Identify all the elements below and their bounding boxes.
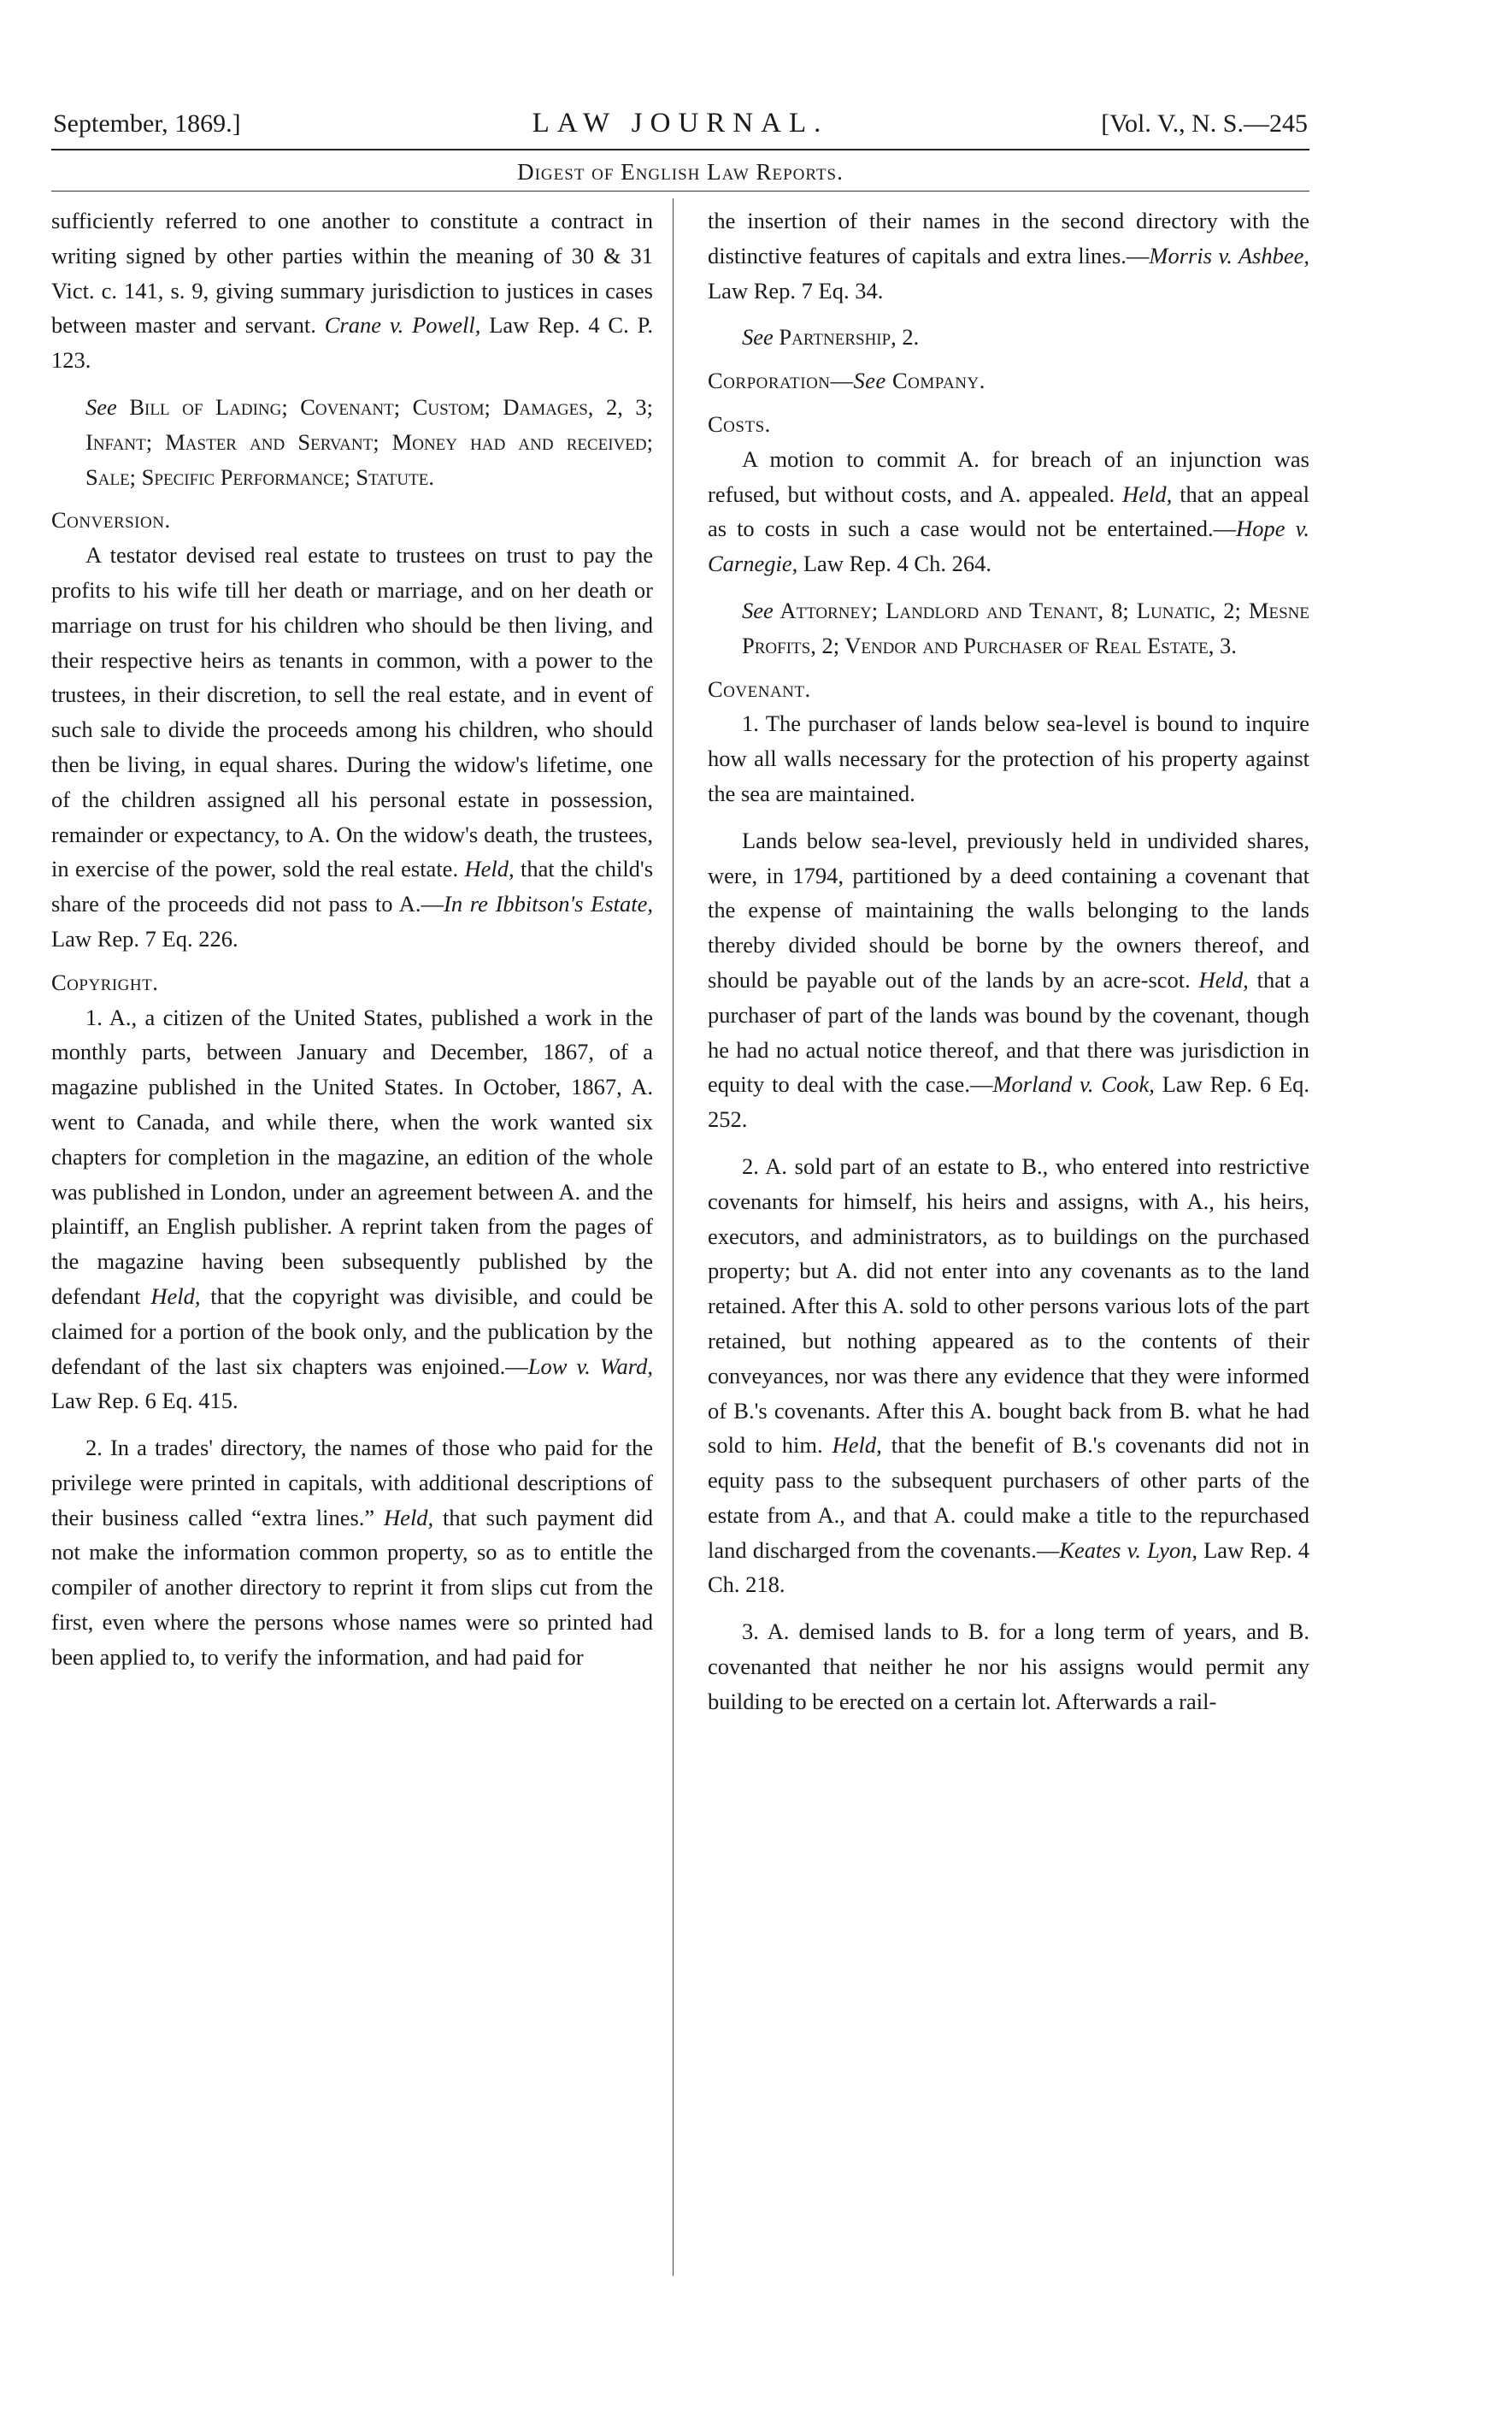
entry-covenant-1-detail: Lands below sea-level, previously held in undivided shares, were, in 1794, partitioned by a deed containing a covenant that the expense of maintaining the walls belonging to the lands thereby divided should be borne by the owners thereof, and should be payable out of the lands by an acre-scot. Held, that a purchaser of part of the lands was bound by the covenant, though he had no actual notice thereof, and that there was jurisdiction in equity to deal with the case.—Morland v. Cook, Law Rep. 6 Eq. 252. [708,827,1310,1133]
journal-page [51,106,1309,1719]
section-title: Digest of English Law Reports. [51,159,1309,192]
cross-reference: See Bill of Lading; Covenant; Custom; Damages, 2, 3; Infant; Master and Servant; Money had and received; Sale; Specific Performance; Statute. [85,393,654,490]
entry-covenant-1: 1. The purchaser of lands below sea-level is bound to inquire how all walls necessary for the protection of his property against the sea are maintained. [708,710,1309,806]
heading-copyright: Copyright. [51,969,159,995]
journal-title: LAW JOURNAL. [532,108,829,139]
entry-conversion: A testator devised real estate to trustees on trust to pay the profits to his wife till her death or marriage, and on her death or marriage on trust for his children who should be then living, and their respective heirs as tenants in common, with a power to the trustees, in their discretion, to sell the real estate, and in event of such sale to divide the proceeds among his children, who should then be living, in equal shares. During the widow's lifetime, one of the children assigned all his personal estate in possession, remainder or expectancy, to A. On the widow's death, the trustees, in exercise of the power, sold the real estate. Held, that the child's share of the proceeds did not pass to A.—In re Ibbitson's Estate, Law Rep. 7 Eq. 226. [51,542,654,952]
cross-reference-costs: See Attorney; Landlord and Tenant, 8; Lunatic, 2; Mesne Profits, 2; Vendor and Purchaser of Real Estate, 3. [742,597,1309,658]
heading-covenant: Covenant. [708,675,811,702]
entry-covenant-3: 3. A. demised lands to B. for a long term of years, and B. covenanted that neither he nor his assigns would permit any building to be erected on a certain lot. Afterwards a rail- [708,1618,1309,1714]
cross-reference-partnership: See Partnership, 2. [742,324,920,351]
running-head [51,106,1309,150]
entry-covenant-2: 2. A. sold part of an estate to B., who entered into restrictive covenants for himself, his heirs and assigns, with A., his heirs, executors, and administrators, as to buildings on the purchased property; but A. did not enter into any covenants as to the land retained. After this A. sold to other persons various lots of the part retained, but nothing appeared as to the contents of their conveyances, nor was there any evidence that they were informed of B.'s covenants. After this A. bought back from B. what he had sold to him. Held, that the benefit of B.'s covenants did not in equity pass to the subsequent purchasers of other parts of the estate from A., and that A. could make a title to the repurchased land discharged from the covenants.—Keates v. Lyon, Law Rep. 4 Ch. 218. [708,1153,1310,1598]
heading-conversion: Conversion. [51,507,171,534]
heading-corporation: Corporation—See Company. [708,368,985,394]
entry-copyright-1: 1. A., a citizen of the United States, published a work in the monthly parts, between January and December, 1867, of a magazine published in the United States. In October, 1867, A. went to Canada, and while there, when the work wanted six chapters for completion in the magazine, an edition of the whole was published in London, under an agreement between A. and the plaintiff, an English publisher. A reprint taken from the pages of the magazine having been subsequently published by the defendant Held, that the copyright was divisible, and could be claimed for a portion of the book only, and the publication by the defendant of the last six chapters was enjoined.—Low v. Ward, Law Rep. 6 Eq. 415. [51,1004,653,1414]
entry-continuation-right: the insertion of their names in the second directory with the distinctive features of capitals and extra lines.—Morris v. Ashbee, Law Rep. 7 Eq. 34. [708,208,1310,304]
two-column-body [51,203,1309,1719]
right-column [708,203,1309,1719]
entry-costs: A motion to commit A. for breach of an injunction was refused, but without costs, and A. appealed. Held, that an appeal as to costs in such a case would not be entertained.—Hope v. Carnegie, Law Rep. 4 Ch. 264. [708,445,1309,577]
volume-page: [Vol. V., N. S.—245 [1101,109,1308,138]
left-column [51,203,653,1719]
entry-copyright-2: 2. In a trades' directory, the names of those who paid for the privilege were printed in capitals, with additional descriptions of their business called “extra lines.” Held, that such payment did not make the information common property, so as to entitle the compiler of another directory to reprint it from slips cut from the first, even where the persons whose names were so printed had been applied to, to verify the information, and had paid for [51,1435,654,1670]
heading-costs: Costs. [708,410,771,437]
issue-date: September, 1869.] [53,109,241,138]
entry-continuation: sufficiently referred to one another to constitute a contract in writing signed by other parties within the meaning of 30 & 31 Vict. c. 141, s. 9, giving summary jurisdiction to justices in cases between master and servant. Crane v. Powell, Law Rep. 4 C. P. 123. [51,208,654,374]
